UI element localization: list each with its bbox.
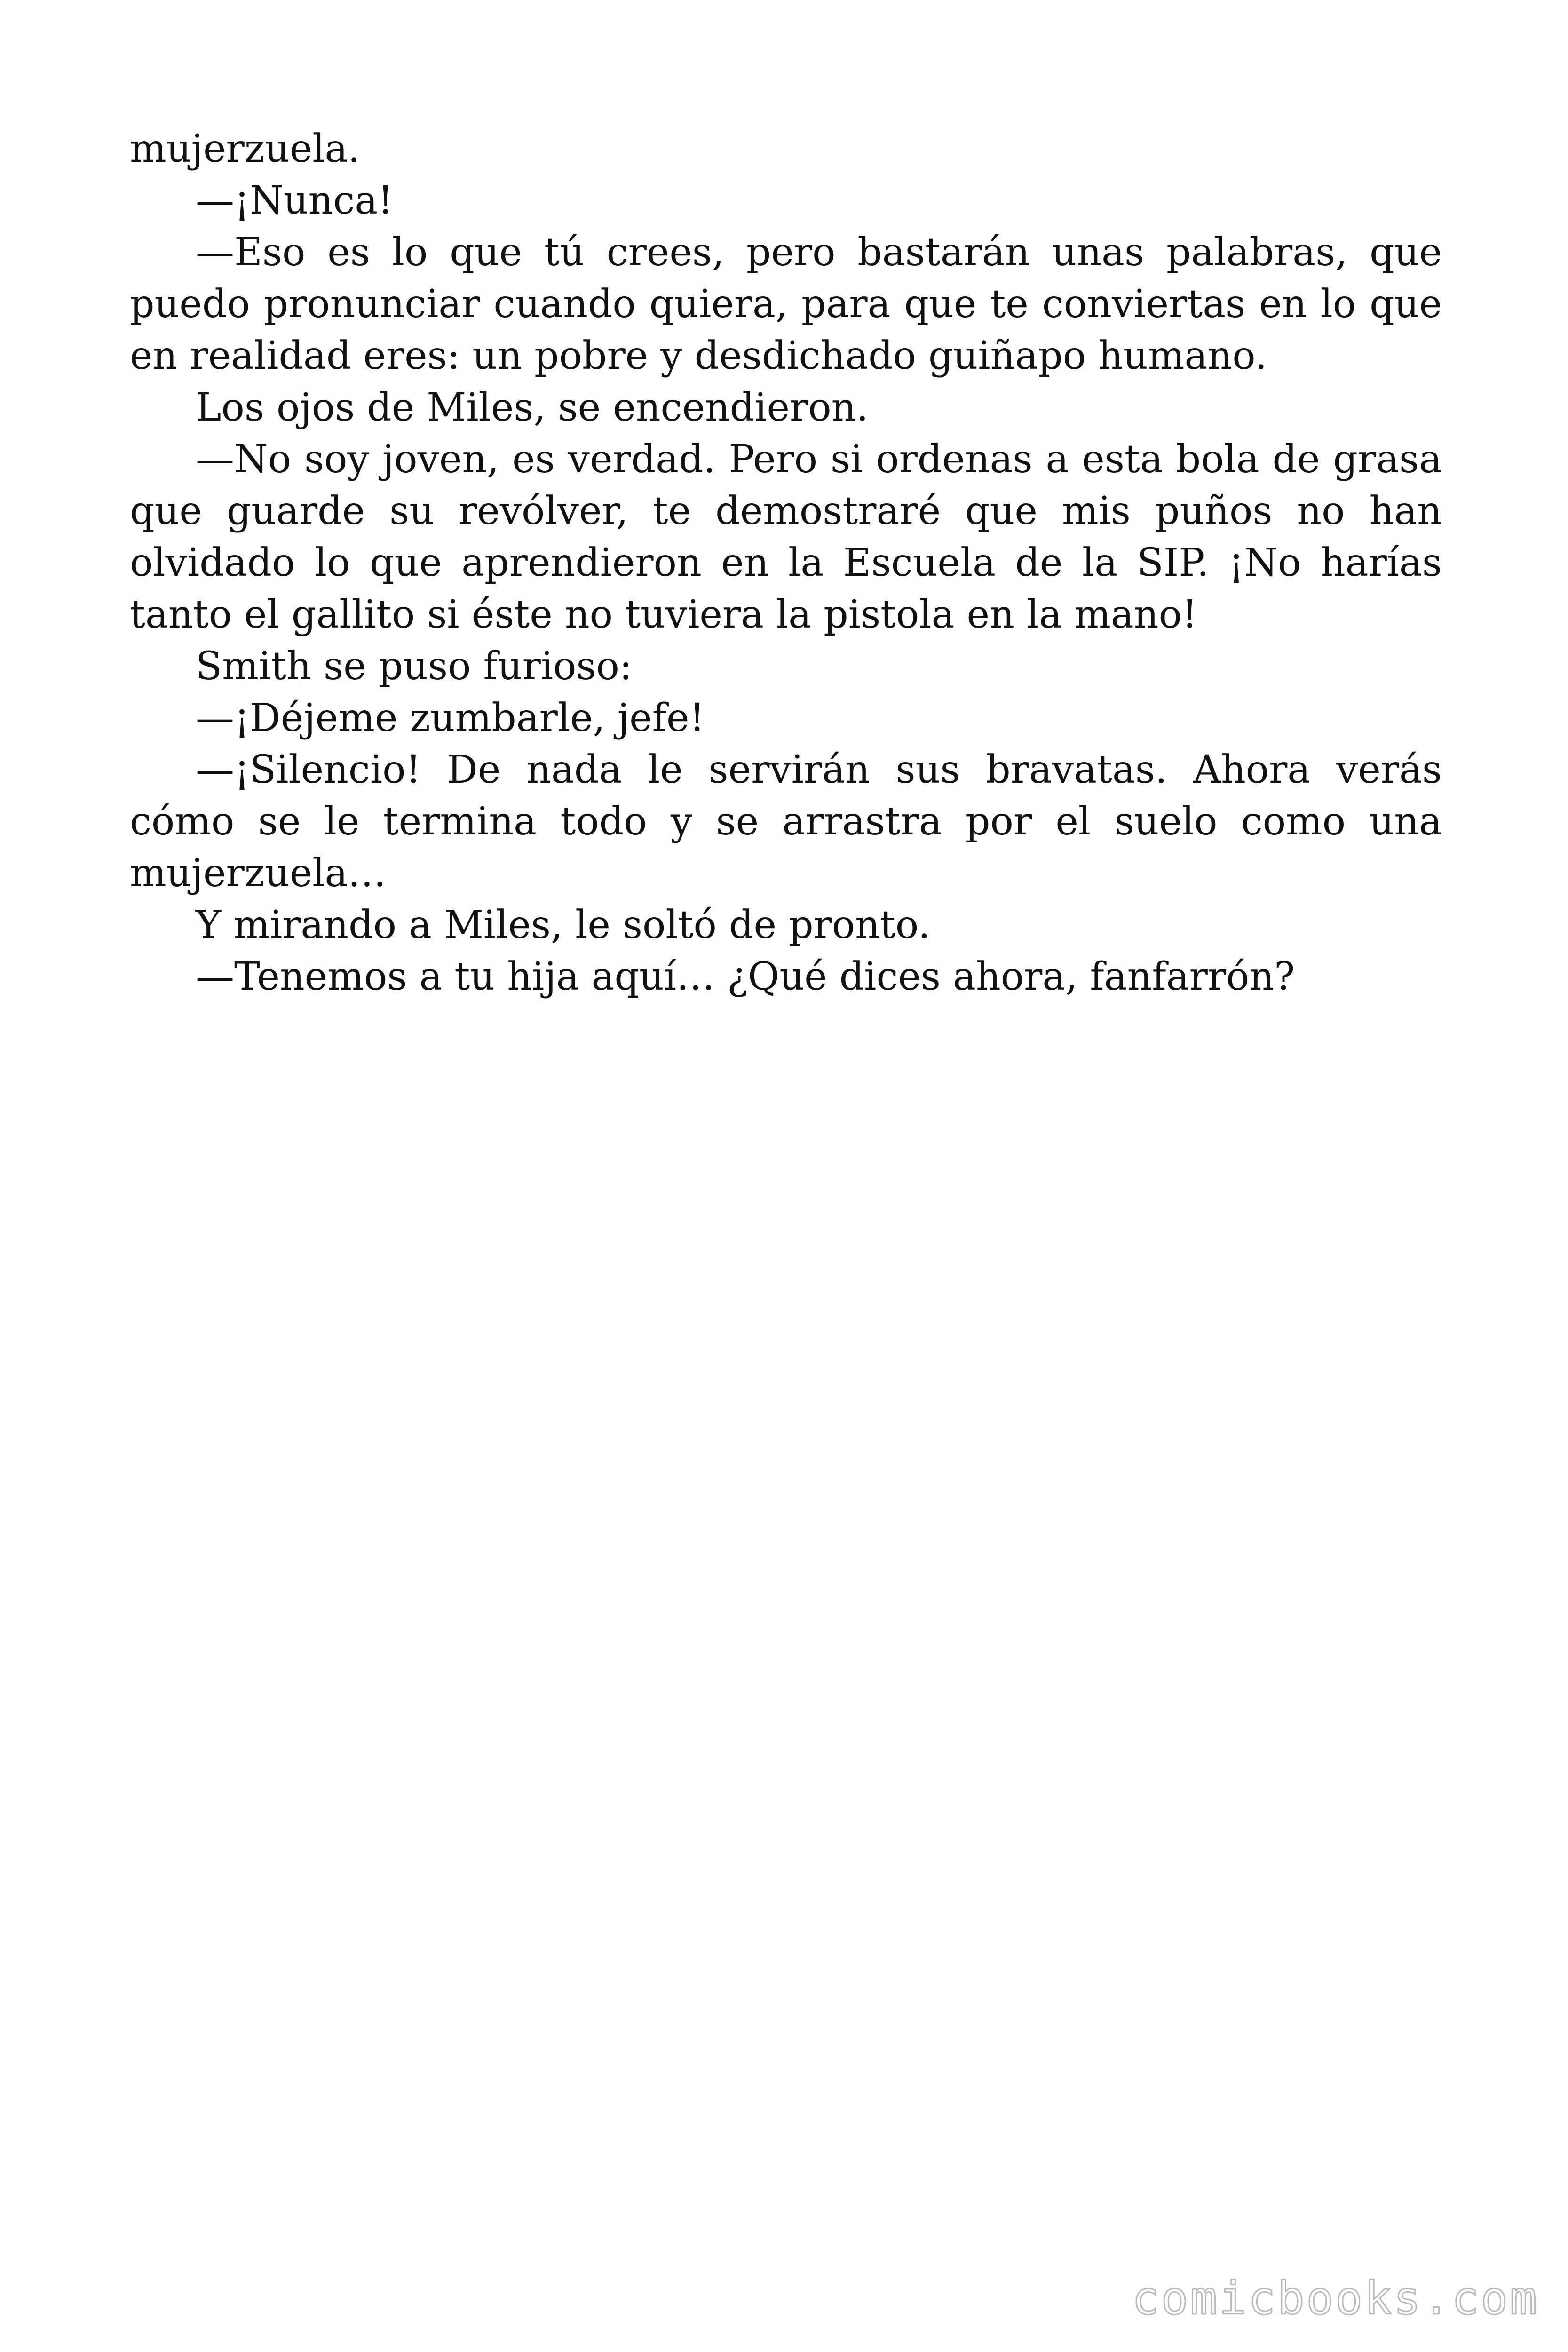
paragraph-dialogue: —¡Nunca! <box>196 178 394 223</box>
paragraph-dialogue: —¡Déjeme zumbarle, jefe! <box>196 696 705 740</box>
paragraph-narration: Y mirando a Miles, le soltó de pronto. <box>196 903 930 947</box>
paragraph-dialogue: —Eso es lo que tú crees, pero bastarán unas palabras, que puedo pronunciar cuando quiera, para que te conviertas en lo que en realidad eres: un pobre y desdichado guiñapo humano. <box>130 230 1442 378</box>
paragraph-dialogue: —No soy joven, es verdad. Pero si ordenas a esta bola de grasa que guarde su revólver, te demostraré que mis puños no han olvidado lo que aprendieron en la Escuela de la SIP. ¡No harías tanto el gallito si éste no tuviera la pistola en la mano! <box>130 437 1442 637</box>
paragraph-narration: Smith se puso furioso: <box>196 644 633 689</box>
paragraph-dialogue: —Tenemos a tu hija aquí… ¿Qué dices ahora, fanfarrón? <box>196 954 1295 999</box>
paragraph-continuation: mujerzuela. <box>130 127 360 171</box>
paragraph-dialogue: —¡Silencio! De nada le servirán sus bravatas. Ahora verás cómo se le termina todo y se arrastra por el suelo como una mujerzuela… <box>130 747 1442 896</box>
watermark-text: comicbooks.com <box>1132 2272 1539 2325</box>
paragraph-narration: Los ojos de Miles, se encendieron. <box>196 385 869 430</box>
body-text <box>130 123 1442 1003</box>
